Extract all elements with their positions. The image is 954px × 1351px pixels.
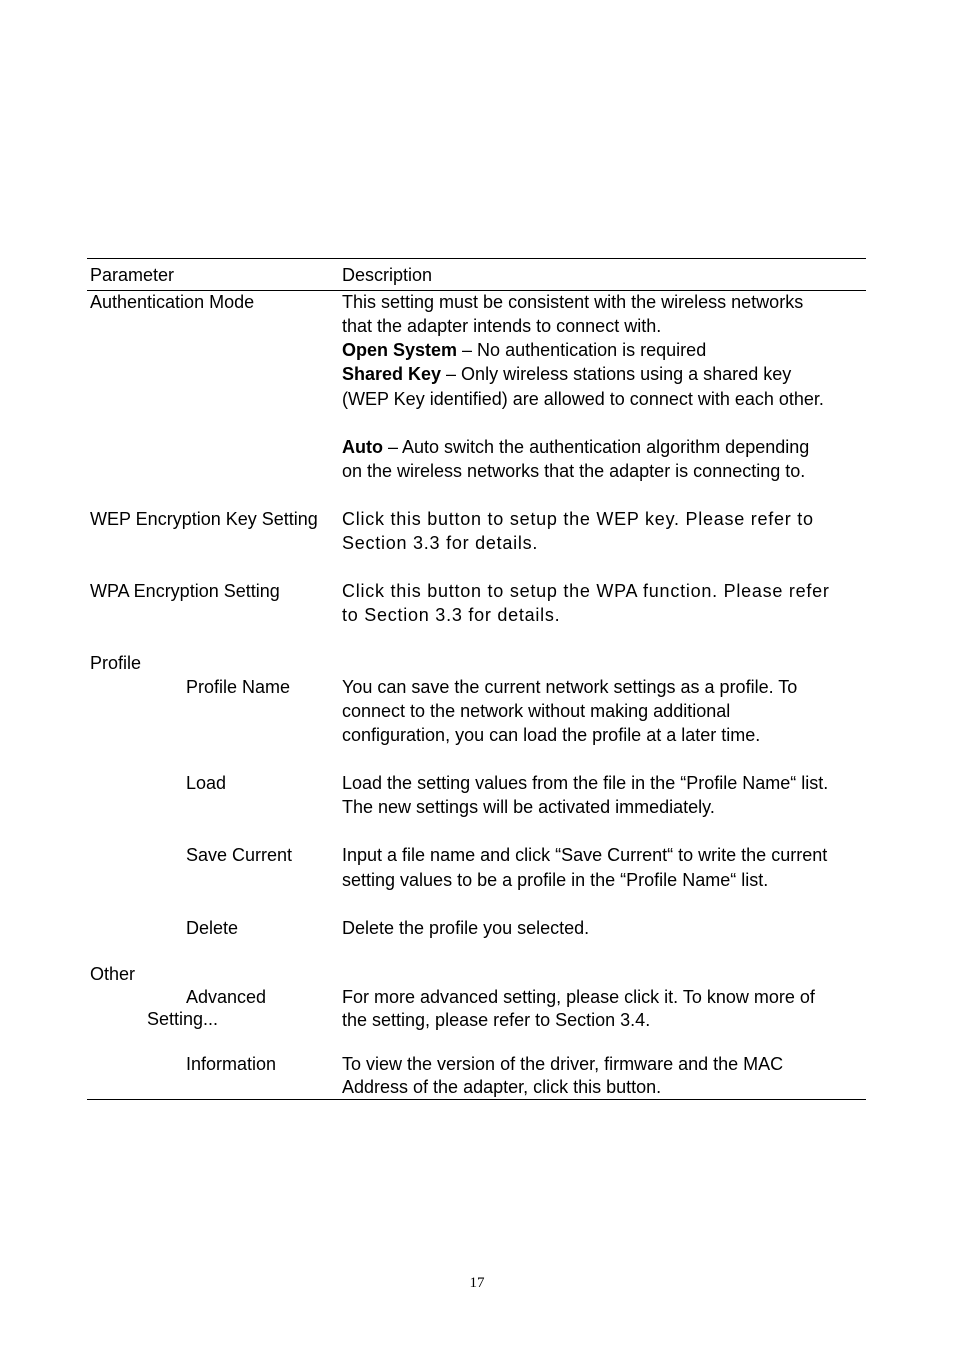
page-number: 17 (469, 1275, 485, 1291)
desc-auth-line1: This setting must be consistent with the wireless networks (342, 292, 804, 312)
desc-wpa-line1: Click this button to setup the WPA function. Please refer (342, 581, 830, 601)
param-advanced-line2: Setting... (147, 1009, 219, 1029)
shared-key-term: Shared Key (342, 364, 442, 384)
desc-auth-line2: that the adapter intends to connect with. (342, 316, 662, 336)
open-system-term: Open System (342, 340, 458, 360)
desc-profile-name-line2: connect to the network without making additional (342, 701, 731, 721)
desc-information-line2: Address of the adapter, click this button. (342, 1077, 662, 1097)
parameter-table (87, 258, 866, 1100)
param-advanced-line1: Advanced (186, 987, 267, 1007)
desc-delete-line1: Delete the profile you selected. (342, 918, 590, 938)
param-delete: Delete (186, 918, 239, 938)
param-information: Information (186, 1054, 277, 1074)
desc-auth-open-system (342, 338, 706, 362)
desc-save-line1: Input a file name and click “Save Current“ to write the current (342, 845, 828, 865)
desc-advanced-line2: the setting, please refer to Section 3.4. (342, 1010, 651, 1030)
param-authentication-mode: Authentication Mode (90, 292, 255, 312)
auto-text: – Auto switch the authentication algorithm depending (382, 437, 810, 457)
shared-key-text: – Only wireless stations using a shared key (441, 364, 792, 384)
group-profile: Profile (90, 653, 142, 673)
desc-wep-line1: Click this button to setup the WEP key. Please refer to (342, 509, 814, 529)
desc-load-line2: The new settings will be activated immediately. (342, 797, 715, 817)
desc-advanced-line1: For more advanced setting, please click it. To know more of (342, 987, 815, 1007)
desc-wep-line2: Section 3.3 for details. (342, 533, 539, 553)
param-wpa-encryption: WPA Encryption Setting (90, 581, 280, 601)
param-save-current: Save Current (186, 845, 293, 865)
param-wep-encryption: WEP Encryption Key Setting (90, 509, 318, 529)
desc-auth-auto (342, 435, 809, 459)
desc-information-line1: To view the version of the driver, firmware and the MAC (342, 1054, 784, 1074)
param-load: Load (186, 773, 227, 793)
auto-term: Auto (342, 437, 383, 457)
desc-profile-name-line3: configuration, you can load the profile at a later time. (342, 725, 761, 745)
desc-profile-name-line1: You can save the current network settings as a profile. To (342, 677, 798, 697)
header-parameter: Parameter (90, 265, 175, 285)
desc-auth-shared-line2: (WEP Key identified) are allowed to connect with each other. (342, 389, 824, 409)
desc-wpa-line2: to Section 3.3 for details. (342, 605, 561, 625)
desc-load-line1: Load the setting values from the file in the “Profile Name“ list. (342, 773, 829, 793)
param-profile-name: Profile Name (186, 677, 291, 697)
header-description: Description (342, 265, 433, 285)
open-system-text: – No authentication is required (457, 340, 707, 360)
desc-auth-auto-line2: on the wireless networks that the adapter is connecting to. (342, 461, 806, 481)
desc-auth-shared-key (342, 362, 791, 386)
group-other: Other (90, 964, 136, 984)
desc-save-line2: setting values to be a profile in the “Profile Name“ list. (342, 870, 769, 890)
